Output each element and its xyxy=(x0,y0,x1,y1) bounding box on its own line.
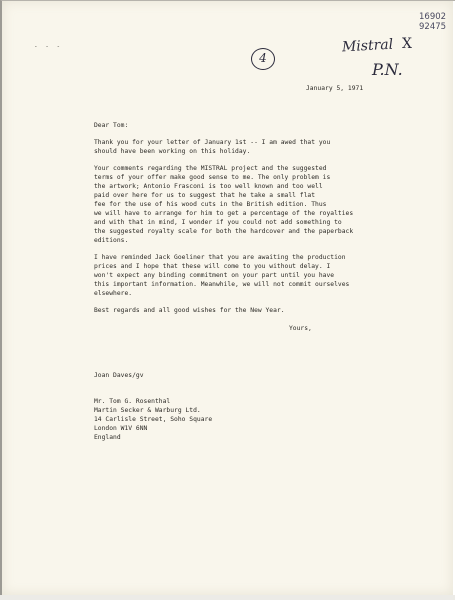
paragraph-line: paid over here for us to suggest that he take a small flat xyxy=(94,192,316,199)
paragraph-line: I have reminded Jack Goeliner that you are awaiting the production xyxy=(94,254,346,261)
paragraph-line: terms of your offer make good sense to me. The only problem is xyxy=(94,174,331,181)
salutation: Dear Tom: xyxy=(94,122,129,129)
paragraph-line: Thank you for your letter of January 1st -- I am awed that you xyxy=(94,139,331,146)
address-line: London W1V 6NN xyxy=(94,425,148,432)
signature-reference: Joan Daves/gv xyxy=(94,372,144,379)
sign-off: Yours, xyxy=(289,325,312,332)
address-line: 14 Carlisle Street, Soho Square xyxy=(94,416,213,423)
paragraph-line: editions. xyxy=(94,237,129,244)
paragraph-line: won't expect any binding commitment on your part until you have xyxy=(94,272,335,279)
paragraph-line: we will have to arrange for him to get a percentage of the royalties xyxy=(94,210,354,217)
closing-line: Best regards and all good wishes for the New Year. xyxy=(94,307,285,314)
archive-code-bottom: 92475 xyxy=(419,22,447,32)
scan-bottom-edge xyxy=(0,595,455,600)
address-line: England xyxy=(94,434,121,441)
address-line: Mr. Tom G. Rosenthal xyxy=(94,398,171,405)
handwritten-initials: P.N. xyxy=(372,60,403,79)
paragraph-line: elsewhere. xyxy=(94,290,133,297)
archive-code-top: 16902 xyxy=(419,12,447,22)
handwritten-project-tag: Mistral xyxy=(341,36,394,56)
letter-page xyxy=(2,1,453,595)
paragraph-line: this important information. Meanwhile, we will not commit ourselves xyxy=(94,281,350,288)
paragraph-line: the suggested royalty scale for both the hardcover and the paperback xyxy=(94,228,354,235)
paragraph-line: prices and I hope that these will come to you without delay. I xyxy=(94,263,331,270)
address-line: Martin Secker & Warburg Ltd. xyxy=(94,407,201,414)
circled-number-text: 4 xyxy=(259,51,267,65)
handwritten-tag-mark: X xyxy=(402,36,412,52)
paragraph-line: the artwork; Antonio Frasconi is too well known and too well xyxy=(94,183,323,190)
paragraph-line: should have been working on this holiday. xyxy=(94,148,251,155)
paragraph-line: fee for the use of his wood cuts in the British edition. Thus xyxy=(94,201,327,208)
letter-date: January 5, 1971 xyxy=(306,85,364,92)
paragraph-line: Your comments regarding the MISTRAL project and the suggested xyxy=(94,165,327,172)
circled-number xyxy=(251,48,275,70)
margin-dashes: - - - xyxy=(34,43,63,50)
paragraph-line: and with that in mind, I wonder if you could not add something to xyxy=(94,219,342,226)
